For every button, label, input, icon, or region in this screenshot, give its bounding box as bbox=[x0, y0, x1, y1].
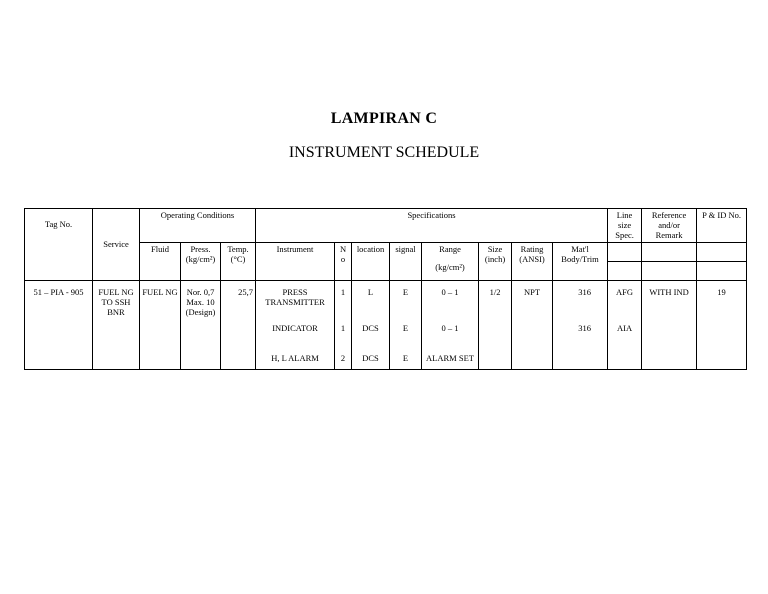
header-rating: Rating (ANSI) bbox=[512, 242, 553, 280]
location-item: L bbox=[367, 286, 374, 297]
instrument-item: INDICATOR bbox=[272, 322, 318, 333]
header-matl: Mat'l Body/Trim bbox=[553, 242, 608, 280]
cell-rating: NPT bbox=[512, 280, 553, 369]
cell-pid: 19 bbox=[697, 280, 747, 369]
matl-item: 316 bbox=[578, 286, 592, 297]
header-line-size: Line size Spec. bbox=[608, 209, 642, 243]
header-pid: P & ID No. bbox=[697, 209, 747, 243]
range-item: 0 – 1 bbox=[441, 286, 459, 297]
cell-matl bbox=[553, 280, 608, 369]
cell-signal bbox=[390, 280, 422, 369]
line-size-item: AFG bbox=[616, 286, 634, 297]
signal-item: E bbox=[402, 352, 409, 363]
cell-temp: 25,7 bbox=[221, 280, 256, 369]
header-reference: Reference and/or Remark bbox=[642, 209, 697, 243]
header-temp: Temp. (°C) bbox=[221, 242, 256, 280]
instrument-item: PRESS TRANSMITTER bbox=[265, 286, 325, 307]
line-size-item: AIA bbox=[616, 322, 633, 333]
cell-reference: WITH IND bbox=[642, 280, 697, 369]
instrument-schedule-table bbox=[24, 208, 747, 370]
range-item: 0 – 1 bbox=[441, 322, 459, 333]
header-location: location bbox=[352, 242, 390, 280]
no-item: 2 bbox=[340, 352, 346, 363]
cell-location bbox=[352, 280, 390, 369]
cell-tag-no: 51 – PIA - 905 bbox=[25, 280, 93, 369]
header-range-unit: (kg/cm²) bbox=[422, 261, 479, 280]
page-subtitle: INSTRUMENT SCHEDULE bbox=[288, 144, 480, 161]
header-instrument: Instrument bbox=[256, 242, 335, 280]
header-signal: signal bbox=[390, 242, 422, 280]
cell-range bbox=[422, 280, 479, 369]
no-item: 1 bbox=[340, 286, 346, 297]
table-row bbox=[25, 280, 747, 369]
cell-line-size bbox=[608, 280, 642, 369]
signal-item: E bbox=[402, 322, 409, 333]
range-item: ALARM SET bbox=[426, 352, 474, 363]
cell-instrument bbox=[256, 280, 335, 369]
header-no: N o bbox=[335, 242, 352, 280]
header-specifications: Specifications bbox=[256, 209, 608, 243]
page-title: LAMPIRAN C bbox=[330, 110, 438, 127]
cell-press: Nor. 0,7 Max. 10 (Design) bbox=[181, 280, 221, 369]
matl-item: 316 bbox=[578, 322, 592, 333]
header-size: Size (inch) bbox=[479, 242, 512, 280]
cell-size: 1/2 bbox=[479, 280, 512, 369]
instrument-item: H, L ALARM bbox=[271, 352, 319, 363]
cell-no bbox=[335, 280, 352, 369]
location-item: DCS bbox=[362, 352, 379, 363]
location-item: DCS bbox=[362, 322, 379, 333]
signal-item: E bbox=[402, 286, 409, 297]
header-operating-conditions: Operating Conditions bbox=[140, 209, 256, 243]
cell-service: FUEL NG TO SSH BNR bbox=[93, 280, 140, 369]
header-range: Range bbox=[422, 242, 479, 261]
header-tag-no: Tag No. bbox=[25, 209, 93, 281]
header-press: Press. (kg/cm²) bbox=[181, 242, 221, 280]
no-item: 1 bbox=[340, 322, 346, 333]
header-service: Service bbox=[93, 209, 140, 281]
header-fluid: Fluid bbox=[140, 242, 181, 280]
cell-fluid: FUEL NG bbox=[140, 280, 181, 369]
